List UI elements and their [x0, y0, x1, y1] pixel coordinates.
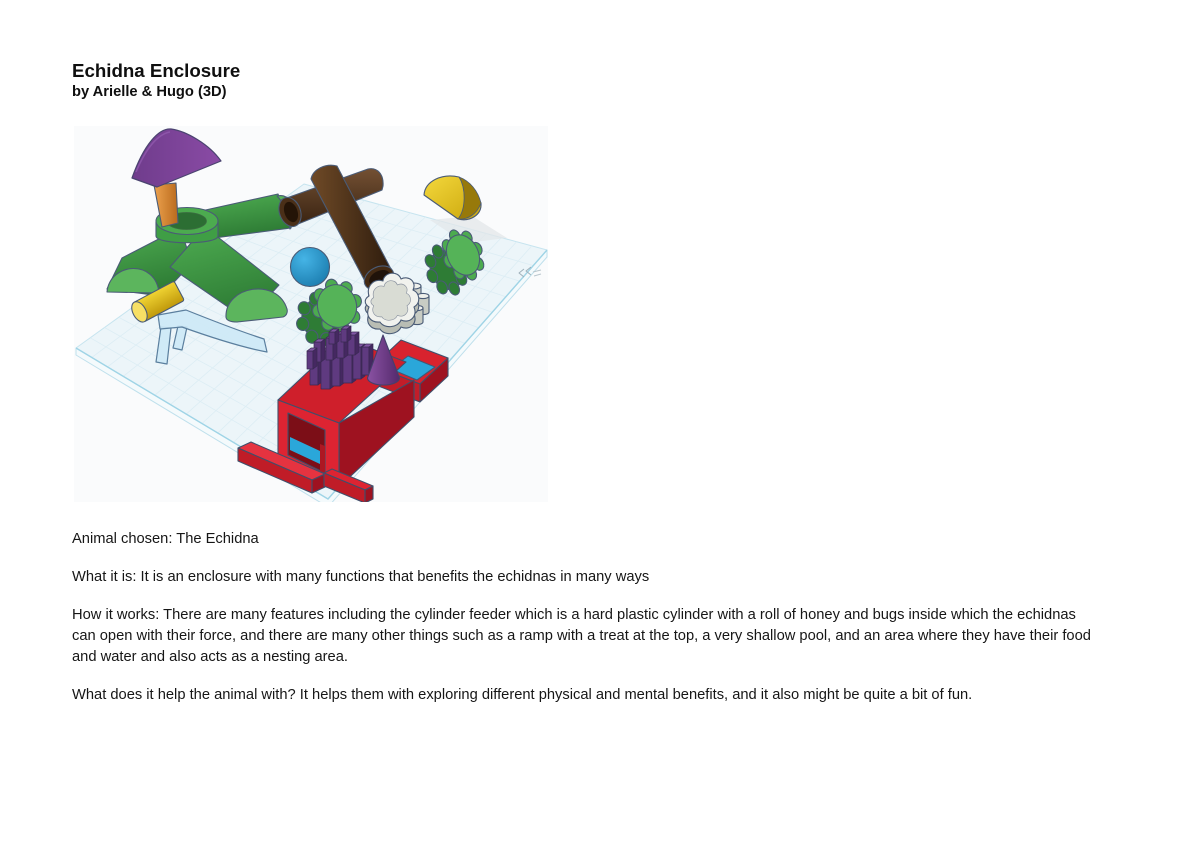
- paragraph-what-it-helps: What does it help the animal with? It helps them with exploring different physical and mental benefits, and it also might be quite a bit of fun.: [72, 687, 973, 703]
- page-title: Echidna Enclosure: [72, 60, 241, 81]
- model-figure: [74, 126, 548, 502]
- paragraph-how-it-works: How it works: There are many features including the cylinder feeder which is a hard plastic cylinder with a roll of honey and bugs inside which the echidnas can open with their force, and there are many other things such as a ramp with a treat at the top, a very shallow pool, and an area where they have their food and water and also acts as a nesting area.: [72, 607, 1091, 665]
- byline: by Arielle & Hugo (3D): [72, 84, 227, 100]
- blue-ball: [291, 248, 330, 287]
- paragraph-what-it-is: What it is: It is an enclosure with many functions that benefits the echidnas in many ways: [72, 569, 650, 585]
- tinkercad-scene: [74, 126, 548, 502]
- paragraph-animal-chosen: Animal chosen: The Echidna: [72, 531, 259, 547]
